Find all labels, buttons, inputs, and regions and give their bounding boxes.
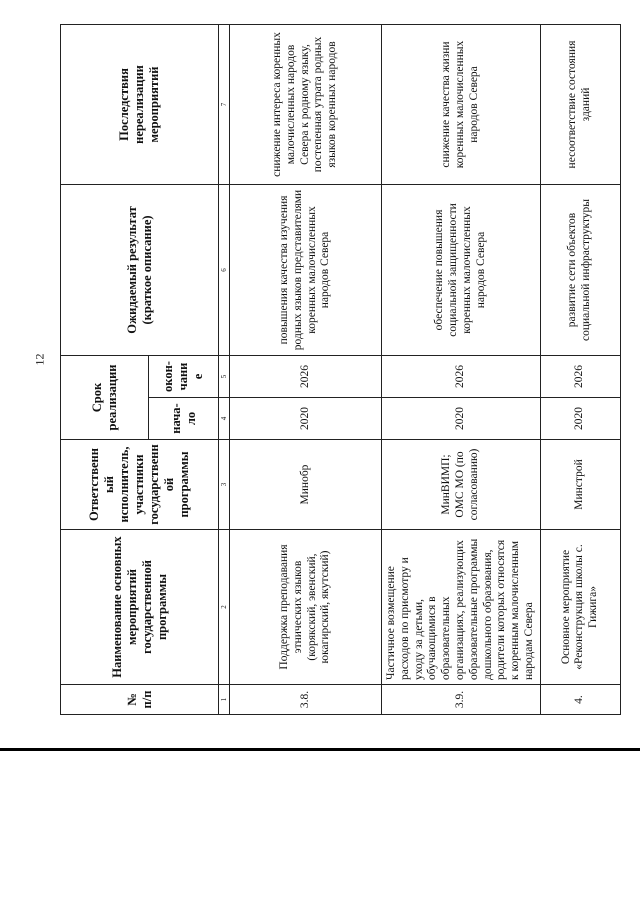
header-result: Ожидаемый результат (краткое описание) — [61, 184, 219, 355]
row-end: 2026 — [540, 355, 620, 397]
page-number: 12 — [32, 353, 47, 366]
column-number: 7 — [219, 24, 230, 184]
column-number-row — [219, 24, 230, 714]
row-end: 2026 — [382, 355, 541, 397]
row-end: 2026 — [230, 355, 382, 397]
header-num: № п/п — [61, 685, 219, 715]
row-consequences: снижение качества жизни коренных малочисленных народов Севера — [382, 24, 541, 184]
header-executor: Ответственный исполнитель, участники государственной программы — [61, 440, 219, 530]
row-executor: Минстрой — [540, 440, 620, 530]
column-number: 1 — [219, 685, 230, 715]
row-num: 4. — [540, 685, 620, 715]
column-number: 2 — [219, 530, 230, 685]
column-number: 4 — [219, 398, 230, 440]
row-result: обеспечение повышения социальной защищенности коренных малочисленных народов Севера — [382, 184, 541, 355]
table-row — [382, 24, 541, 714]
row-name: Частичное возмещение расходов по присмотру и уходу за детьми, обучающимися в образовательных организациях, реализующих образовательные программы дошкольного образования, родители которых относятся к коренным малочисленным народам Севера — [382, 530, 541, 685]
row-start: 2020 — [230, 398, 382, 440]
row-result: развитие сети объектов социальной инфраструктуры — [540, 184, 620, 355]
row-num: 3.9. — [382, 685, 541, 715]
row-consequences: снижение интереса коренных малочисленных народов Севера к родному языку, постепенная утрата родных языков коренных народов — [230, 24, 382, 184]
table-row — [540, 24, 620, 714]
row-name: Поддержка преподавания этнических языков (корякский, эвенский, юкагирский, якутский) — [230, 530, 382, 685]
row-result: повышения качества изучения родных языков представителями коренных малочисленных народов Севера — [230, 184, 382, 355]
scan-edge-line — [0, 748, 640, 751]
header-consequences: Последствия нереализации мероприятий — [61, 24, 219, 184]
header-end: окон-чание — [149, 355, 219, 397]
table-row — [230, 24, 382, 714]
column-number: 6 — [219, 184, 230, 355]
column-number: 5 — [219, 355, 230, 397]
row-consequences: несоответствие состояния зданий — [540, 24, 620, 184]
rotated-page-content — [60, 32, 620, 715]
row-num: 3.8. — [230, 685, 382, 715]
row-name: Основное мероприятие «Реконструкция школы с. Гижига» — [540, 530, 620, 685]
row-start: 2020 — [540, 398, 620, 440]
row-executor: МинВИМП; ОМС МО (по согласованию) — [382, 440, 541, 530]
header-start: нача-ло — [149, 398, 219, 440]
column-number: 3 — [219, 440, 230, 530]
header-name: Наименование основных мероприятий государственной программы — [61, 530, 219, 685]
row-start: 2020 — [382, 398, 541, 440]
header-term: Срок реализации — [61, 355, 149, 439]
events-table — [60, 24, 621, 715]
row-executor: Минобр — [230, 440, 382, 530]
